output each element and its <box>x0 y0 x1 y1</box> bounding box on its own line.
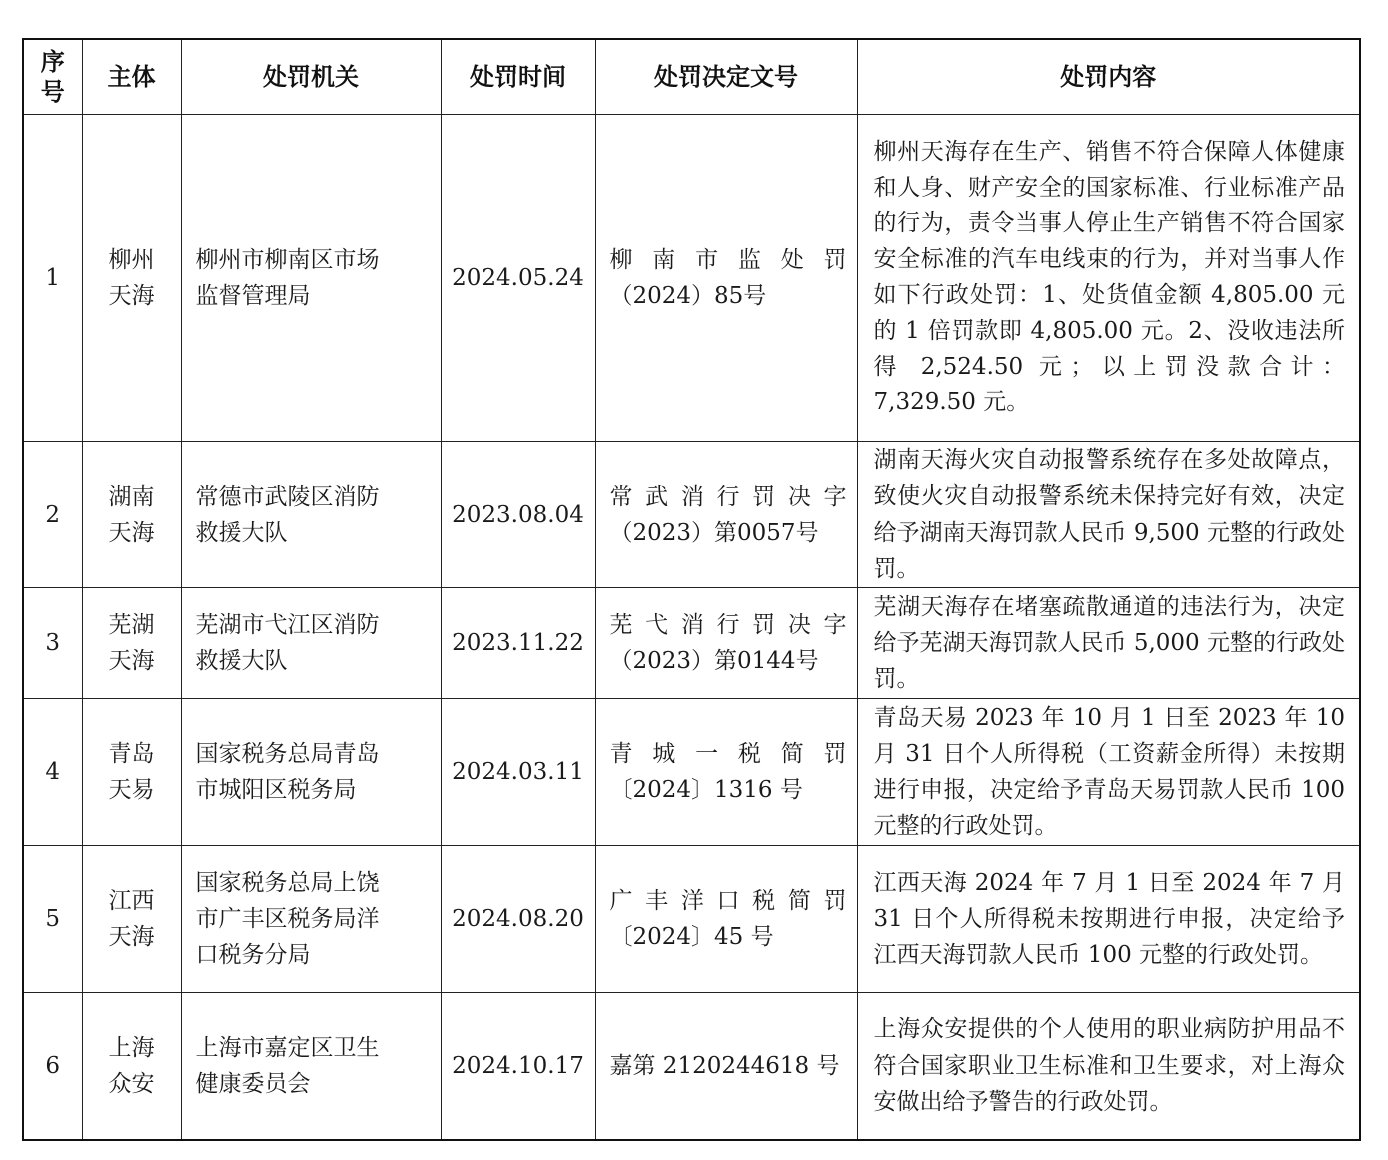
decision-no-line: （2023）第0057号 <box>609 519 819 546</box>
cell-subject <box>82 699 181 846</box>
cell-authority <box>181 699 441 846</box>
decision-no-line: 嘉第 2120244618 号 <box>609 1052 840 1079</box>
decision-no-line: （2024）85号 <box>609 283 767 309</box>
header-index-line1: 序 <box>40 48 65 76</box>
subject-line: 江西 <box>108 888 155 914</box>
cell-decision-no <box>595 699 857 846</box>
cell-date: 2023.08.04 <box>441 442 595 588</box>
cell-content: 青岛天易 2023 年 10 月 1 日至 2023 年 10 月 31 日个人所得税（工资薪金所得）未按期进行申报，决定给予青岛天易罚款人民币 100 元整的行政处罚。 <box>857 699 1360 846</box>
header-date: 处罚时间 <box>441 39 595 115</box>
authority-line: 上海市嘉定区卫生 <box>195 1034 380 1061</box>
cell-content: 柳州天海存在生产、销售不符合保障人体健康和人身、财产安全的国家标准、行业标准产品的行为，责令当事人停止生产销售不符合国家安全标准的汽车电线束的行为，并对当事人作如下行政处罚：1、处货值金额 4,805.00 元的 1 倍罚款即 4,805.00 元。2、没收违法所得 2,524.50 元；以上罚没款合计：7,329.50 元。 <box>857 115 1360 442</box>
decision-no-line: （2023）第0144号 <box>609 648 819 674</box>
subject-line: 天易 <box>108 777 155 803</box>
header-authority: 处罚机关 <box>181 39 441 115</box>
authority-line: 常德市武陵区消防 <box>195 483 380 510</box>
header-content: 处罚内容 <box>857 39 1360 115</box>
table-row <box>23 115 1360 442</box>
cell-decision-no <box>595 115 857 442</box>
cell-content: 上海众安提供的个人使用的职业病防护用品不符合国家职业卫生标准和卫生要求，对上海众安做出给予警告的行政处罚。 <box>857 993 1360 1140</box>
cell-index: 1 <box>23 115 82 442</box>
header-decision-no: 处罚决定文号 <box>595 39 857 115</box>
cell-decision-no <box>595 993 857 1140</box>
decision-no-line: 常武消行罚决字 <box>609 483 847 510</box>
subject-line: 天海 <box>108 924 155 950</box>
cell-subject <box>82 588 181 699</box>
table-row <box>23 846 1360 993</box>
cell-subject <box>82 846 181 993</box>
table-row <box>23 699 1360 846</box>
cell-authority <box>181 846 441 993</box>
cell-authority <box>181 588 441 699</box>
decision-no-line: 柳南市监处罚 <box>609 247 847 273</box>
authority-line: 救援大队 <box>195 519 288 546</box>
header-index-line2: 号 <box>40 78 65 106</box>
table-row <box>23 588 1360 699</box>
table-row <box>23 442 1360 588</box>
cell-index: 5 <box>23 846 82 993</box>
header-index <box>23 39 82 115</box>
cell-subject <box>82 442 181 588</box>
cell-decision-no <box>595 442 857 588</box>
cell-content: 湖南天海火灾自动报警系统存在多处故障点，致使火灾自动报警系统未保持完好有效，决定给予湖南天海罚款人民币 9,500 元整的行政处罚。 <box>857 442 1360 588</box>
decision-no-line: 〔2024〕45 号 <box>609 924 774 950</box>
subject-line: 青岛 <box>108 741 155 767</box>
penalty-table-container <box>22 38 1361 1141</box>
cell-authority <box>181 115 441 442</box>
cell-content: 江西天海 2024 年 7 月 1 日至 2024 年 7 月 31 日个人所得税未按期进行申报，决定给予江西天海罚款人民币 100 元整的行政处罚。 <box>857 846 1360 993</box>
cell-authority <box>181 442 441 588</box>
cell-index: 4 <box>23 699 82 846</box>
authority-line: 柳州市柳南区市场 <box>195 247 380 273</box>
cell-decision-no <box>595 588 857 699</box>
cell-content: 芜湖天海存在堵塞疏散通道的违法行为，决定给予芜湖天海罚款人民币 5,000 元整的行政处罚。 <box>857 588 1360 699</box>
authority-line: 监督管理局 <box>195 283 311 309</box>
cell-authority <box>181 993 441 1140</box>
decision-no-line: 广丰洋口税简罚 <box>609 888 847 914</box>
subject-line: 天海 <box>108 648 155 674</box>
subject-line: 天海 <box>108 283 155 309</box>
decision-no-line: 〔2024〕1316 号 <box>609 777 803 803</box>
authority-line: 健康委员会 <box>195 1070 311 1097</box>
cell-subject <box>82 115 181 442</box>
authority-line: 市广丰区税务局洋 <box>195 906 380 932</box>
decision-no-line: 青城一税简罚 <box>609 741 847 767</box>
subject-line: 上海 <box>108 1034 155 1061</box>
authority-line: 救援大队 <box>195 648 288 674</box>
subject-line: 众安 <box>108 1070 155 1097</box>
cell-date: 2024.03.11 <box>441 699 595 846</box>
cell-decision-no <box>595 846 857 993</box>
cell-index: 2 <box>23 442 82 588</box>
authority-line: 国家税务总局上饶 <box>195 870 380 896</box>
cell-index: 3 <box>23 588 82 699</box>
decision-no-line: 芜弋消行罚决字 <box>609 612 847 638</box>
cell-date: 2024.08.20 <box>441 846 595 993</box>
subject-line: 天海 <box>108 519 155 546</box>
authority-line: 国家税务总局青岛 <box>195 741 380 767</box>
header-subject: 主体 <box>82 39 181 115</box>
authority-line: 市城阳区税务局 <box>195 777 357 803</box>
subject-line: 湖南 <box>108 483 155 510</box>
subject-line: 芜湖 <box>108 612 155 638</box>
cell-date: 2024.10.17 <box>441 993 595 1140</box>
cell-date: 2023.11.22 <box>441 588 595 699</box>
authority-line: 口税务分局 <box>195 942 311 968</box>
authority-line: 芜湖市弋江区消防 <box>195 612 380 638</box>
cell-index: 6 <box>23 993 82 1140</box>
penalty-table <box>22 38 1361 1141</box>
cell-subject <box>82 993 181 1140</box>
subject-line: 柳州 <box>108 247 155 273</box>
table-header-row <box>23 39 1360 115</box>
cell-date: 2024.05.24 <box>441 115 595 442</box>
table-row <box>23 993 1360 1140</box>
